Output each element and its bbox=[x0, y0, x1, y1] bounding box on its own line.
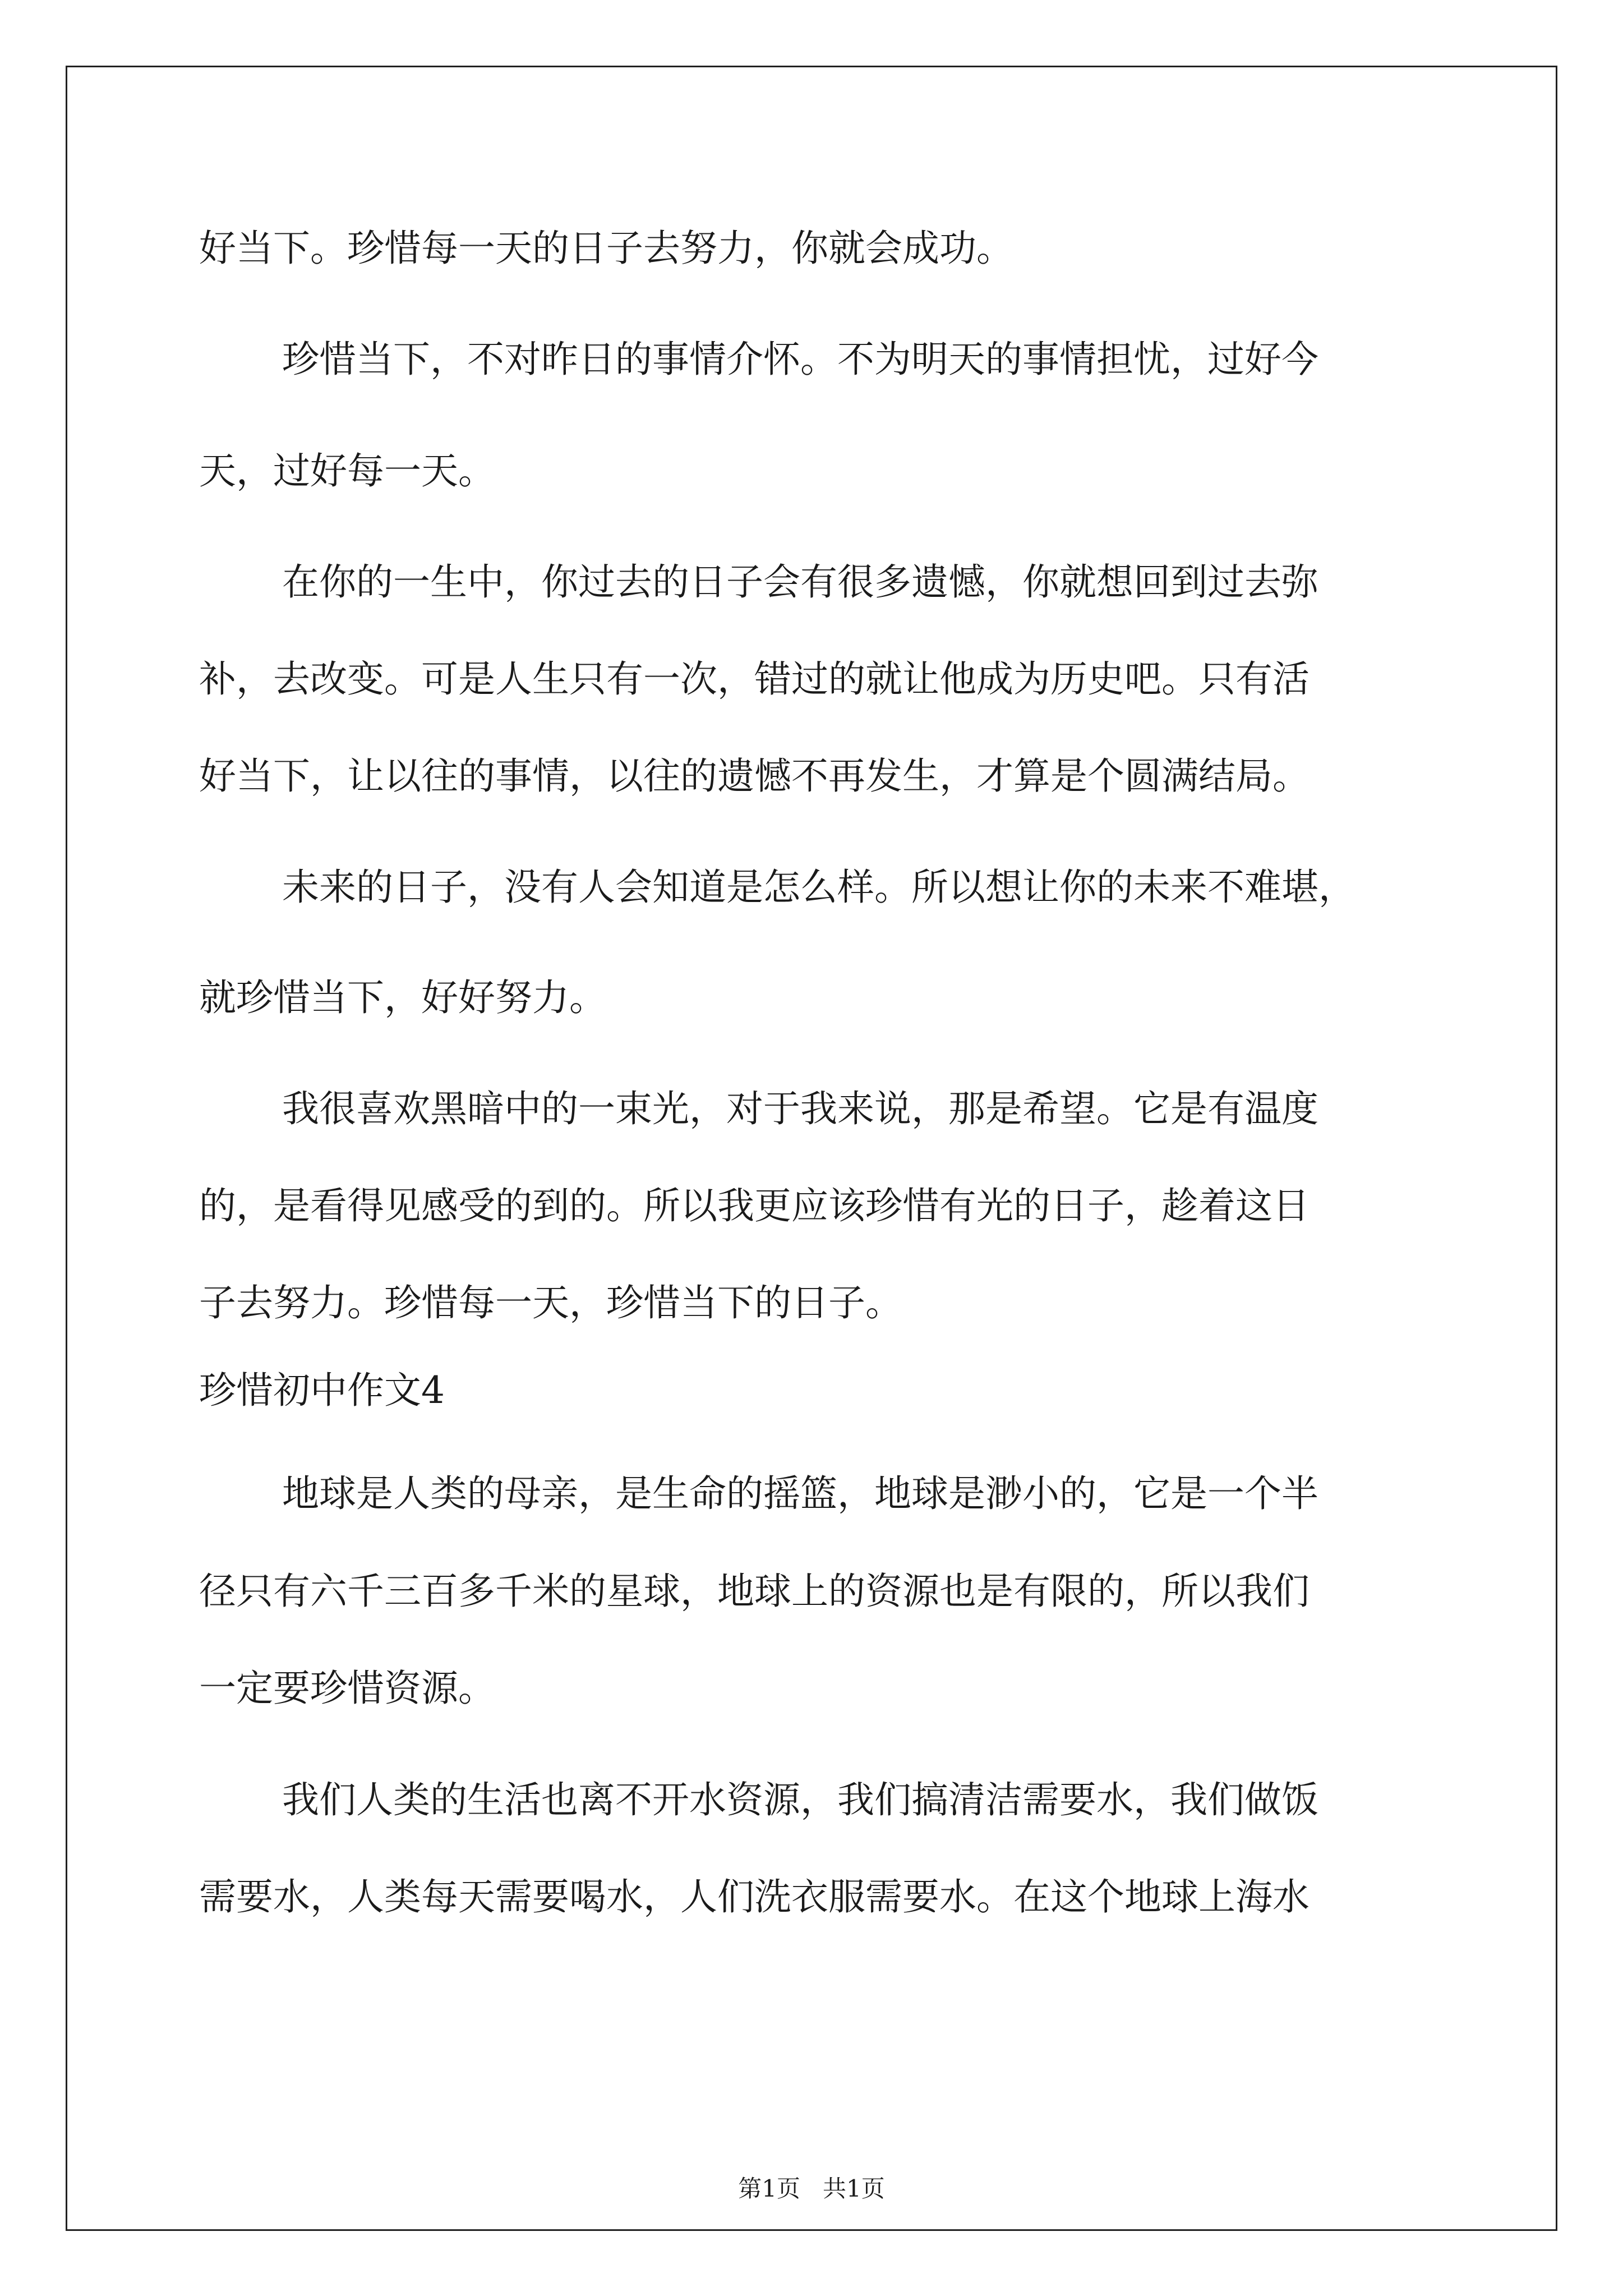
text-line: 就珍惜当下，好好努力。 bbox=[199, 976, 606, 1019]
text-line: 在你的一生中，你过去的日子会有很多遗憾，你就想回到过去弥 bbox=[282, 560, 1318, 604]
text-line: 珍惜当下，不对昨日的事情介怀。不为明天的事情担忧，过好今 bbox=[282, 338, 1318, 381]
text-line: 径只有六千三百多千米的星球，地球上的资源也是有限的，所以我们 bbox=[199, 1570, 1310, 1613]
text-line: 好当下，让以往的事情，以往的遗憾不再发生，才算是个圆满结局。 bbox=[199, 754, 1310, 798]
text-line: 一定要珍惜资源。 bbox=[199, 1667, 495, 1710]
text-line: 天，过好每一天。 bbox=[199, 449, 495, 493]
text-line: 我很喜欢黑暗中的一束光，对于我来说，那是希望。它是有温度 bbox=[282, 1087, 1318, 1130]
text-line: 地球是人类的母亲，是生命的摇篮，地球是渺小的，它是一个半 bbox=[282, 1472, 1318, 1515]
text-line: 的，是看得见感受的到的。所以我更应该珍惜有光的日子，趁着这日 bbox=[199, 1184, 1310, 1227]
text-line: 需要水，人类每天需要喝水，人们洗衣服需要水。在这个地球上海水 bbox=[199, 1875, 1310, 1918]
text-line: 好当下。珍惜每一天的日子去努力，你就会成功。 bbox=[199, 227, 1013, 270]
page-number-footer: 第1页 共1页 bbox=[738, 2175, 885, 2202]
text-line: 子去努力。珍惜每一天，珍惜当下的日子。 bbox=[199, 1281, 902, 1324]
text-line: 补，去改变。可是人生只有一次，错过的就让他成为历史吧。只有活 bbox=[199, 657, 1310, 701]
text-line: 未来的日子，没有人会知道是怎么样。所以想让你的未来不难堪， bbox=[282, 866, 1355, 909]
text-line: 我们人类的生活也离不开水资源，我们搞清洁需要水，我们做饭 bbox=[282, 1778, 1318, 1821]
section-heading: 珍惜初中作文4 bbox=[199, 1369, 445, 1412]
